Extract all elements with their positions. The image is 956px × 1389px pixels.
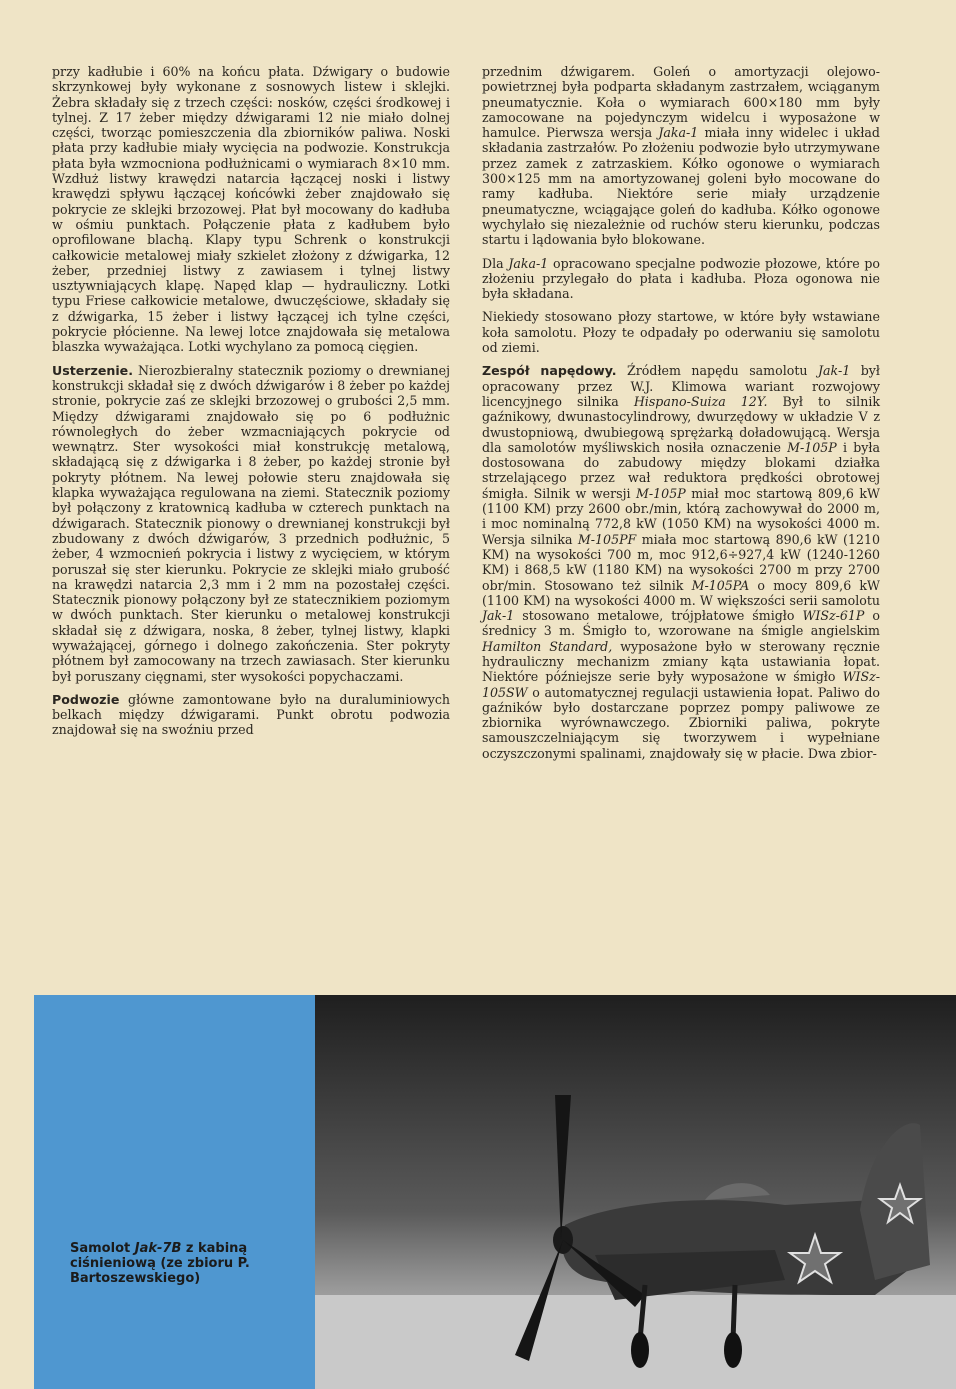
paragraph-right-1: Dla Jaka-1 opracowano specjalne podwozie płozowe, które po złożeniu przylegało do płata i kadłuba. Płoza ogonowa nie była składana. <box>482 255 880 302</box>
paragraph-right-3: Zespół napędowy. Źródłem napędu samolotu Jak-1 był opracowany przez W.J. Klimowa wariant rozwojowy licencyjnego silnika Hispano-Suiza 12Y. Był to silnik gaźnikowy, dwunastocylindrowy, dwurzędowy w układzie V z dwustopniową, dwubiegową sprężarką doładowującą. Wersja dla samolotów myśliwskich nosiła oznaczenie M-105P i była dostosowana do zabudowy między blokami działka strzelającego przez wał reduktora prędkości obrotowej śmigła. Silnik w wersji M-105P miał moc startową 809,6 kW (1100 KM) przy 2600 obr./min, którą zachowywał do 2000 m, i moc nominalną 772,8 kW (1050 KM) na wysokości 4000 m. Wersja silnika M-105PF miała moc startową 890,6 kW (1210 KM) na wysokości 700 m, moc 912,6÷927,4 kW (1240-1260 KM) i 868,5 kW (1180 KM) na wysokości 2700 m przy 2700 obr/min. Stosowano też silnik M-105PA o mocy 809,6 kW (1100 KM) na wysokości 4000 m. W większości serii samolotu Jak-1 stosowano metalowe, trójpłatowe śmigło WISz-61P o średnicy 3 m. Śmigło to, wzorowane na śmigle angielskim Hamilton Standard, wyposażone było w sterowany ręcznie hydrauliczny mechanizm zmiany kąta ustawiania łopat. Niektóre późniejsze serie były wyposażone w śmigło WISz-105SW o automatycznej regulacji ustawienia łopat. Paliwo do gaźników było dostarczane poprzez pompy paliwowe ze zbiornika wyrównawczego. Zbiorniki paliwa, pokryte samouszczelniającym się tworzywem i wypełniane oczyszczonymi spalinami, znajdowały się w płacie. Dwa zbior- <box>482 363 880 761</box>
right-text-column <box>482 64 880 769</box>
aircraft-photo <box>315 995 956 1389</box>
paragraph-tail: Usterzenie. Nierozbieralny statecznik poziomy o drewnianej konstrukcji składał się z dwóch dźwigarów i 8 żeber po każdej stronie, pokrycie zaś ze sklejki brzozowej o grubości 2,5 mm. Między dźwigarami znajdowało się po 6 podłużnic równoległych do żeber wzmacniających pokrycie od wewnątrz. Ster wysokości miał konstrukcję metalową, składającą się z dźwigarka i 8 żeber, po każdej stronie był pokryty płótnem. Na lewej połowie steru znajdowała się klapka wyważająca regulowana na ziemi. Statecznik poziomy był połączony z kratownicą kadłuba w czterech punktach na dźwigarach. Statecznik pionowy o drewnianej konstrukcji był zbudowany z dwóch dźwigarów, 3 przednich podłużnic, 5 żeber, 4 wzmocnień pokrycia i listwy z wycięciem, w którym poruszał się ster kierunku. Pokrycie ze sklejki miało grubość na krawędzi natarcia 2,3 mm i 2 mm na pozostałej części. Statecznik pionowy połączony był ze statecznikiem poziomym w dwóch punktach. Ster kierunku o metalowej konstrukcji składał się z dźwigara, noska, 8 żeber, tylnej listwy, klapki wyważającej, górnego i dolnego zakończenia. Ster pokryty płótnem był zamocowany na trzech zawiasach. Ster kierunku był poruszany cięgnami, ster wysokości popychaczami. <box>52 362 450 684</box>
paragraph-right-2: Niekiedy stosowano płozy startowe, w które były wstawiane koła samolotu. Płozy te odpadały po oderwaniu się samolotu od ziemi. <box>482 309 880 356</box>
left-text-column <box>52 64 450 746</box>
caption-panel <box>34 995 315 1389</box>
paragraph-undercarriage: Podwozie główne zamontowane było na duraluminiowych belkach między dźwigarami. Punkt obrotu podwozia znajdował się na swoźniu przed <box>52 691 450 738</box>
section-lead: Zespół napędowy. <box>482 363 617 379</box>
photo-section <box>34 995 956 1389</box>
paragraph-right-0: przednim dźwigarem. Goleń o amortyzacji olejowo-powietrznej była podparta składanym zastrzałem, wciąganym pneumatycznie. Koła o wymiarach 600×180 mm były zamocowane na pojedynczym widelcu i wyposażone w hamulce. Pierwsza wersja Jaka-1 miała inny widelec i układ składania zastrzałów. Po złożeniu podwozie było utrzymywane przez zamek z zatrzaskiem. Kółko ogonowe o wymiarach 300×125 mm na amortyzowanej goleni było mocowane do ramy kadłuba. Niektóre serie miały urządzenie pneumatyczne, wciągające goleń do kadłuba. Kółko ogonowe wychylało się niezależnie od ruchów steru kierunku, podczas startu i lądowania było blokowane. <box>482 64 880 248</box>
paragraph-wing: przy kadłubie i 60% na końcu płata. Dźwigary o budowie skrzynkowej były wykonane z sosnowych listew i sklejki. Żebra składały się z trzech części: nosków, części środkowej i tylnej. Z 17 żeber między dźwigarami 12 nie miało dolnej części, tworząc pomieszczenia dla zbiorników paliwa. Noski płata przy kadłubie miały wycięcia na podwozie. Konstrukcja płata była wzmocniona podłużnicami o wymiarach 8×10 mm. Wzdłuż listwy krawędzi natarcia łączącej noski i listwy krawędzi spływu łączącej końcówki żeber znajdowało się pokrycie ze sklejki brzozowej. Płat był mocowany do kadłuba w ośmiu punktach. Połączenie płata z kadłubem było oprofilowane blachą. Klapy typu Schrenk o konstrukcji całkowicie metalowej miały szkielet złożony z dźwigarka, 12 żeber, przedniej listwy z zawiasem i tylnej listwy usztywniających klapę. Napęd klap — hydrauliczny. Lotki typu Friese całkowicie metalowe, dwuczęściowe, składały się z dźwigarka, 15 żeber i listwy łączącej ich tylne części, pokrycie płócienne. Na lewej lotce znajdowała się metalowa blaszka wyważająca. Lotki wychylano za pomocą cięgien. <box>52 64 450 355</box>
photo-caption: Samolot Jak-7B z kabiną ciśnieniową (ze zbioru P. Bartoszewskiego) <box>70 1241 250 1286</box>
section-lead: Usterzenie. <box>52 362 133 378</box>
aircraft-photo-image <box>315 995 956 1389</box>
section-lead: Podwozie <box>52 691 120 707</box>
